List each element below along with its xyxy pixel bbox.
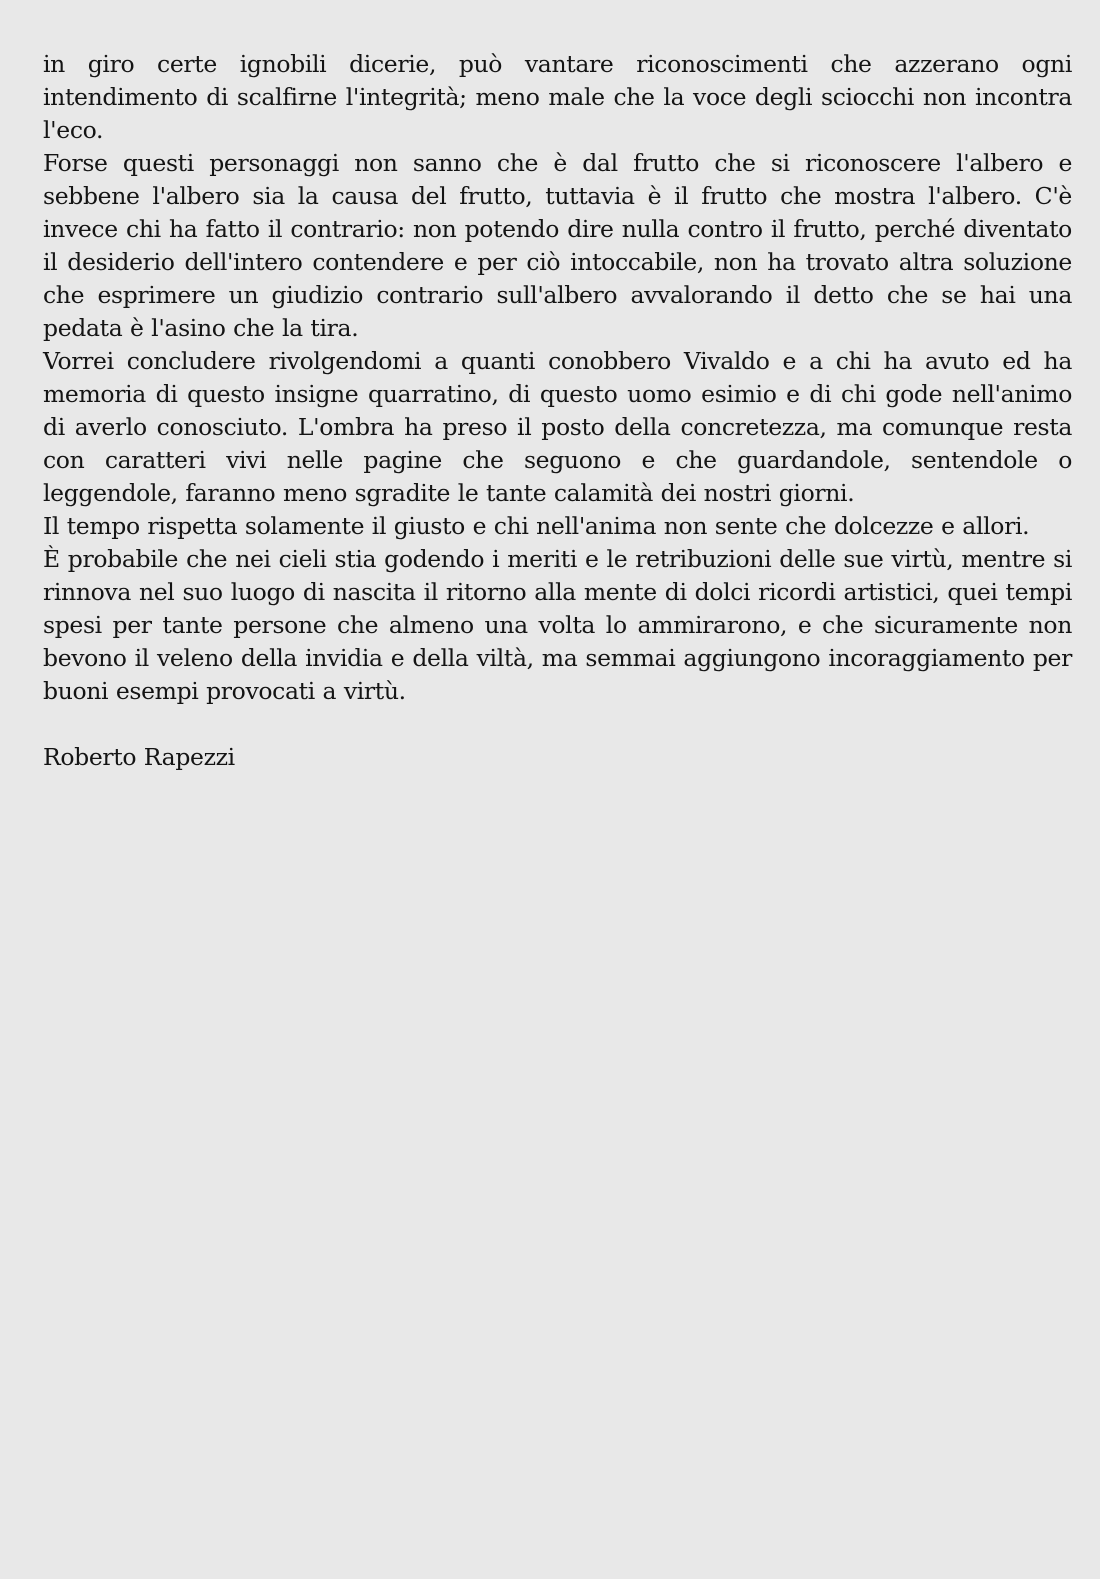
paragraph-2: Forse questi personaggi non sanno che è dal frutto che si riconoscere l'albero e sebbene l'albero sia la causa del frutto, tuttavia è il frutto che mostra l'albero. C'è invece chi ha fatto il contrario: non potendo dire nulla contro il frutto, perché diventato il desiderio dell'intero contendere e per ciò intoccabile, non ha trovato altra soluzione che esprimere un giudizio contrario sull'albero avvalorando il detto che se hai una pedata è l'asino che la tira. [43, 149, 1072, 342]
paragraph-spacer [43, 708, 1072, 741]
paragraph-3: Vorrei concludere rivolgendomi a quanti conobbero Vivaldo e a chi ha avuto ed ha memoria di questo insigne quarratino, di questo uomo esimio e di chi gode nell'animo di averlo conosciuto. L'ombra ha preso il posto della concretezza, ma comunque resta con caratteri vivi nelle pagine che seguono e che guardandole, sentendole o leggendole, faranno meno sgradite le tante calamità dei nostri giorni. [43, 347, 1072, 507]
paragraph-5: È probabile che nei cieli stia godendo i meriti e le retribuzioni delle sue virtù, mentre si rinnova nel suo luogo di nascita il ritorno alla mente di dolci ricordi artistici, quei tempi spesi per tante persone che almeno una volta lo ammirarono, e che sicuramente non bevono il veleno della invidia e della viltà, ma semmai aggiungono incoraggiamento per buoni esempi provocati a virtù. [43, 545, 1072, 705]
paragraph-4: Il tempo rispetta solamente il giusto e chi nell'anima non sente che dolcezze e allori. [43, 512, 1030, 540]
signature: Roberto Rapezzi [43, 743, 235, 771]
paragraph-1: in giro certe ignobili dicerie, può vantare riconoscimenti che azzerano ogni intendimento di scalfirne l'integrità; meno male che la voce degli sciocchi non incontra l'eco. [43, 50, 1072, 144]
